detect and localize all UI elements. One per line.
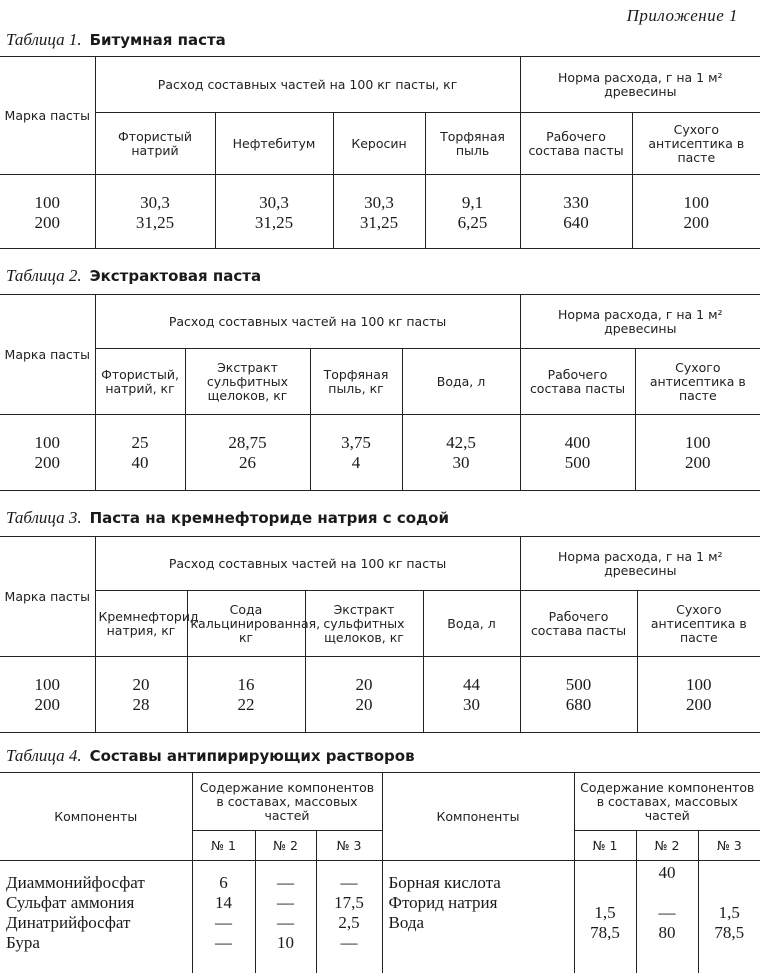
table4-right-col3: 1,5 78,5 — [698, 861, 760, 973]
table4-num-header: № 1 — [574, 831, 636, 861]
table4-components-header: Компоненты — [0, 773, 192, 861]
table3-mark-header: Марка пасты — [0, 537, 95, 657]
table4-left-col2: — — — 10 — [255, 861, 316, 973]
table2-values-col: 28,75 26 — [185, 415, 310, 491]
table3-values-col: 500 680 — [520, 657, 637, 733]
table4-num-header: № 3 — [698, 831, 760, 861]
table4-caption — [6, 746, 415, 766]
table2-col-header: Рабочего состава пасты — [520, 349, 635, 415]
table1-values-col: 9,1 6,25 — [425, 175, 520, 249]
table4-left-col1: 6 14 — — — [192, 861, 255, 973]
table1-group-right: Норма расхода, г на 1 м² древесины — [520, 57, 760, 113]
table2-title: Экстрактовая паста — [89, 267, 262, 285]
table2-col-header: Вода, л — [402, 349, 520, 415]
table2-values-col: 42,5 30 — [402, 415, 520, 491]
table4-right-col1: 1,5 78,5 — [574, 861, 636, 973]
table2-group-right: Норма расхода, г на 1 м² древесины — [520, 295, 760, 349]
table3-values-col: 100 200 — [637, 657, 760, 733]
table3-caption — [6, 508, 449, 528]
table3-values-col: 44 30 — [423, 657, 520, 733]
table4 — [0, 772, 760, 973]
table2-col-header: Экстракт сульфитных щелоков, кг — [185, 349, 310, 415]
table1-col-header: Нефтебитум — [215, 113, 333, 175]
table1-values-col: 30,3 31,25 — [215, 175, 333, 249]
table1-values-col: 100 200 — [0, 175, 95, 249]
table3 — [0, 536, 760, 733]
table1-col-header: Рабочего состава пасты — [520, 113, 632, 175]
table4-content-header: Содержание компонентов в составах, массовых частей — [574, 773, 760, 831]
table3-values-col: 20 28 — [95, 657, 187, 733]
table4-right-components: Борная кислота Фторид натрия Вода — [382, 861, 574, 973]
table1-values-col: 30,3 31,25 — [95, 175, 215, 249]
table3-col-header: Экстракт сульфитных щелоков, кг — [305, 591, 423, 657]
table1-caption — [6, 30, 226, 50]
table2-col-header: Сухого антисептика в пасте — [635, 349, 760, 415]
table1-mark-header: Марка пасты — [0, 57, 95, 175]
table3-title: Паста на кремнефториде натрия с содой — [89, 509, 449, 527]
table1-group-left: Расход составных частей на 100 кг пасты, кг — [95, 57, 520, 113]
table3-values-col: 16 22 — [187, 657, 305, 733]
table1-col-header: Сухого антисептика в пасте — [632, 113, 760, 175]
table2-caption — [6, 266, 261, 286]
table2-values-col: 400 500 — [520, 415, 635, 491]
table2 — [0, 294, 760, 491]
table4-num-header: № 2 — [255, 831, 316, 861]
table4-content-header: Содержание компонентов в составах, массовых частей — [192, 773, 382, 831]
table2-label: Таблица 2. — [6, 266, 82, 285]
table1-label: Таблица 1. — [6, 30, 82, 49]
table2-values-col: 100 200 — [635, 415, 760, 491]
table2-group-left: Расход составных частей на 100 кг пасты — [95, 295, 520, 349]
table2-col-header: Фтористый, натрий, кг — [95, 349, 185, 415]
table3-group-left: Расход составных частей на 100 кг пасты — [95, 537, 520, 591]
table4-label: Таблица 4. — [6, 746, 82, 765]
table4-right-col2: 40 — 80 — [636, 861, 698, 973]
table4-num-header: № 1 — [192, 831, 255, 861]
table1-title: Битумная паста — [89, 31, 226, 49]
table3-col-header: Сухого антисептика в пасте — [637, 591, 760, 657]
table3-col-header: Вода, л — [423, 591, 520, 657]
table1-col-header: Фтористый натрий — [95, 113, 215, 175]
table4-left-col3: — 17,5 2,5 — — [316, 861, 382, 973]
table3-label: Таблица 3. — [6, 508, 82, 527]
table4-left-components: Диаммонийфосфат Сульфат аммония Динатрийфосфат Бура — [6, 873, 145, 952]
table3-group-right: Норма расхода, г на 1 м² древесины — [520, 537, 760, 591]
table1 — [0, 56, 760, 249]
table3-col-header: Кремнефторид натрия, кг — [95, 591, 187, 657]
table1-col-header: Торфяная пыль — [425, 113, 520, 175]
table3-values-col: 100 200 — [0, 657, 95, 733]
table3-col-header: Рабочего состава пасты — [520, 591, 637, 657]
appendix-label: Приложение 1 — [626, 6, 738, 25]
table2-mark-header: Марка пасты — [0, 295, 95, 415]
table3-col-header: Сода кальцинированная, кг — [187, 591, 305, 657]
table4-num-header: № 3 — [316, 831, 382, 861]
table2-values-col: 25 40 — [95, 415, 185, 491]
table2-values-col: 3,75 4 — [310, 415, 402, 491]
table3-values-col: 20 20 — [305, 657, 423, 733]
table2-values-col: 100 200 — [0, 415, 95, 491]
table1-col-header: Керосин — [333, 113, 425, 175]
table2-col-header: Торфяная пыль, кг — [310, 349, 402, 415]
table4-num-header: № 2 — [636, 831, 698, 861]
table1-values-col: 330 640 — [520, 175, 632, 249]
table1-values-col: 30,3 31,25 — [333, 175, 425, 249]
table4-title: Составы антипирирующих растворов — [89, 747, 415, 765]
table4-components-header: Компоненты — [382, 773, 574, 861]
table1-values-col: 100 200 — [632, 175, 760, 249]
